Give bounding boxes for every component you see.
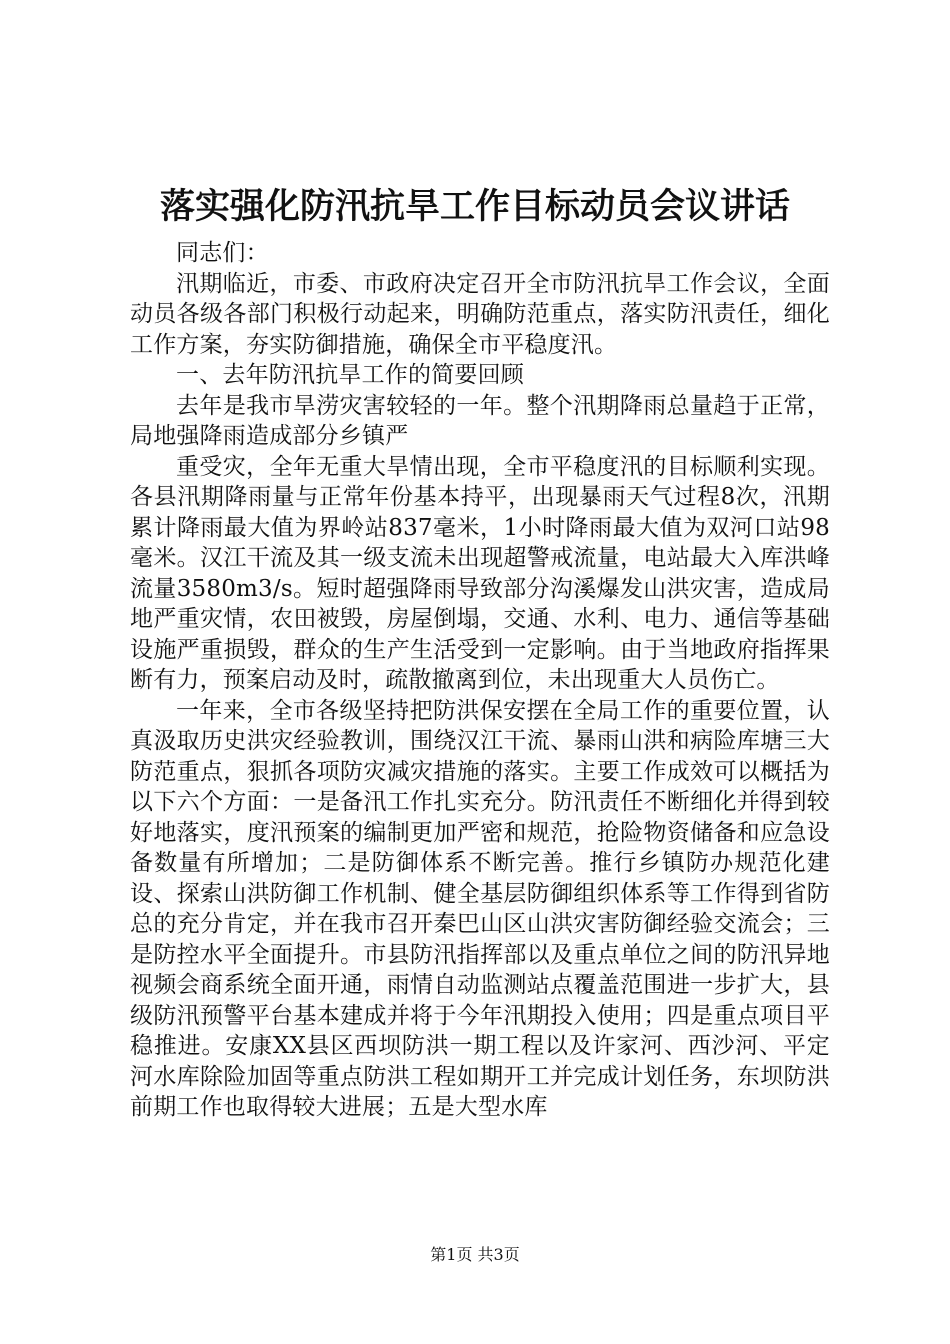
intro-paragraph: 汛期临近，市委、市政府决定召开全市防汛抗旱工作会议，全面动员各级各部门积极行动起来，明确防范重点，落实防汛责任，细化工作方案，夯实防御措施，确保全市平稳度汛。: [130, 270, 830, 358]
body-paragraph: 重受灾，全年无重大旱情出现，全市平稳度汛的目标顺利实现。各县汛期降雨量与正常年份基本持平，出现暴雨天气过程8次，汛期累计降雨最大值为界岭站837毫米，1小时降雨最大值为双河口站98毫米。汉江干流及其一级支流未出现超警戒流量，电站最大入库洪峰流量3580m3/s。短时超强降雨导致部分沟溪爆发山洪灾害，造成局地严重灾情，农田被毁，房屋倒塌，交通、水利、电力、通信等基础设施严重损毁，群众的生产生活受到一定影响。由于当地政府指挥果断有力，预案启动及时，疏散撤离到位，未出现重大人员伤亡。: [130, 453, 830, 693]
salutation-paragraph: 同志们：: [176, 240, 269, 266]
document-title: 落实强化防汛抗旱工作目标动员会议讲话: [159, 186, 790, 227]
document-body: [130, 238, 830, 1123]
page-footer: 第1页 共3页: [430, 1245, 520, 1264]
body-paragraph: 去年是我市旱涝灾害较轻的一年。整个汛期降雨总量趋于正常，局地强降雨造成部分乡镇严: [130, 392, 830, 449]
section-heading: 一、去年防汛抗旱工作的简要回顾: [176, 362, 524, 388]
body-paragraph: 一年来，全市各级坚持把防洪保安摆在全局工作的重要位置，认真汲取历史洪灾经验教训，围绕汉江干流、暴雨山洪和病险库塘三大防范重点，狠抓各项防灾减灾措施的落实。主要工作成效可以概括为以下六个方面：一是备汛工作扎实充分。防汛责任不断细化并得到较好地落实，度汛预案的编制更加严密和规范，抢险物资储备和应急设备数量有所增加；二是防御体系不断完善。推行乡镇防办规范化建设、探索山洪防御工作机制、健全基层防御组织体系等工作得到省防总的充分肯定，并在我市召开秦巴山区山洪灾害防御经验交流会；三是防控水平全面提升。市县防汛指挥部以及重点单位之间的防汛异地视频会商系统全面开通，雨情自动监测站点覆盖范围进一步扩大，县级防汛预警平台基本建成并将于今年汛期投入使用；四是重点项目平稳推进。安康XX县区西坝防洪一期工程以及许家河、西沙河、平定河水库除险加固等重点防洪工程如期开工并完成计划任务，东坝防洪前期工作也取得较大进展；五是大型水库: [130, 697, 830, 1120]
